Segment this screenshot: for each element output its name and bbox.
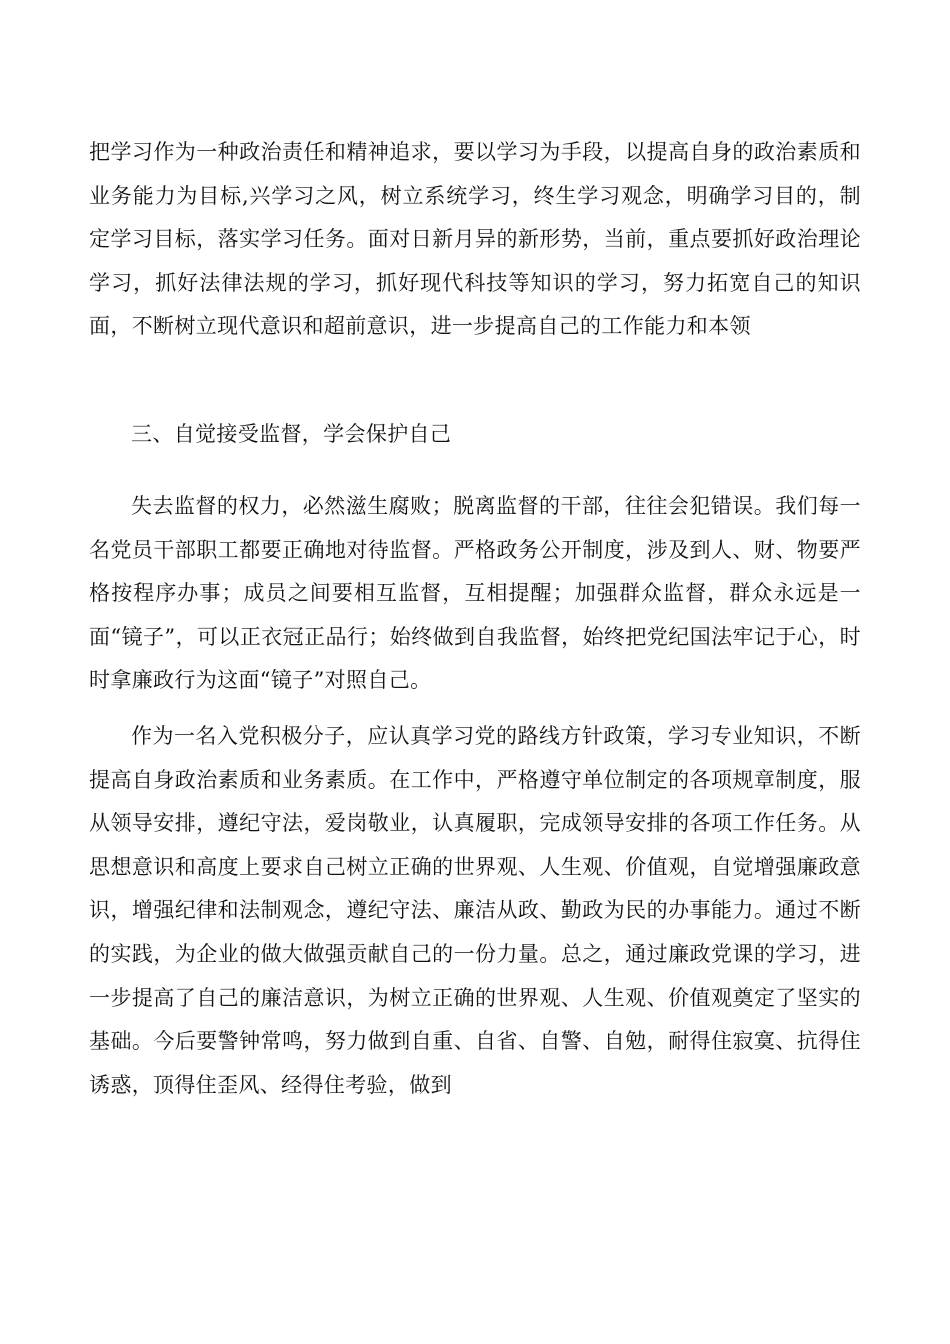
paragraph-study: 把学习作为一种政治责任和精神追求，要以学习为手段，以提高自身的政治素质和业务能力为目标,兴学习之风，树立系统学习，终生学习观念，明确学习目的，制定学习目标，落实学习任务。面对日新月异的新形势，当前，重点要抓好政治理论学习，抓好法律法规的学习，抓好现代科技等知识的学习，努力拓宽自己的知识面，不断树立现代意识和超前意识，进一步提高自己的工作能力和本领 — [89, 140, 861, 339]
paragraph-activist: 作为一名入党积极分子，应认真学习党的路线方针政策，学习专业知识，不断提高自身政治素质和业务素质。在工作中，严格遵守单位制定的各项规章制度，服从领导安排，遵纪守法，爱岗敬业，认真履职，完成领导安排的各项工作任务。从思想意识和高度上要求自己树立正确的世界观、人生观、价值观，自觉增强廉政意识，增强纪律和法制观念，遵纪守法、廉洁从政、勤政为民的办事能力。通过不断的实践，为企业的做大做强贡献自己的一份力量。总之，通过廉政党课的学习，进一步提高了自己的廉洁意识，为树立正确的世界观、人生观、价值观奠定了坚实的基础。今后要警钟常鸣，努力做到自重、自省、自警、自勉，耐得住寂寞、抗得住诱惑，顶得住歪风、经得住考验，做到 — [89, 724, 861, 1097]
section-heading-3: 三、自觉接受监督，学会保护自己 — [131, 422, 452, 446]
paragraph-supervision: 失去监督的权力，必然滋生腐败；脱离监督的干部，往往会犯错误。我们每一名党员干部职工都要正确地对待监督。严格政务公开制度，涉及到人、财、物要严格按程序办事；成员之间要相互监督，互相提醒；加强群众监督，群众永远是一面“镜子”，可以正衣冠正品行；始终做到自我监督，始终把党纪国法牢记于心，时时拿廉政行为这面“镜子”对照自己。 — [89, 494, 861, 693]
